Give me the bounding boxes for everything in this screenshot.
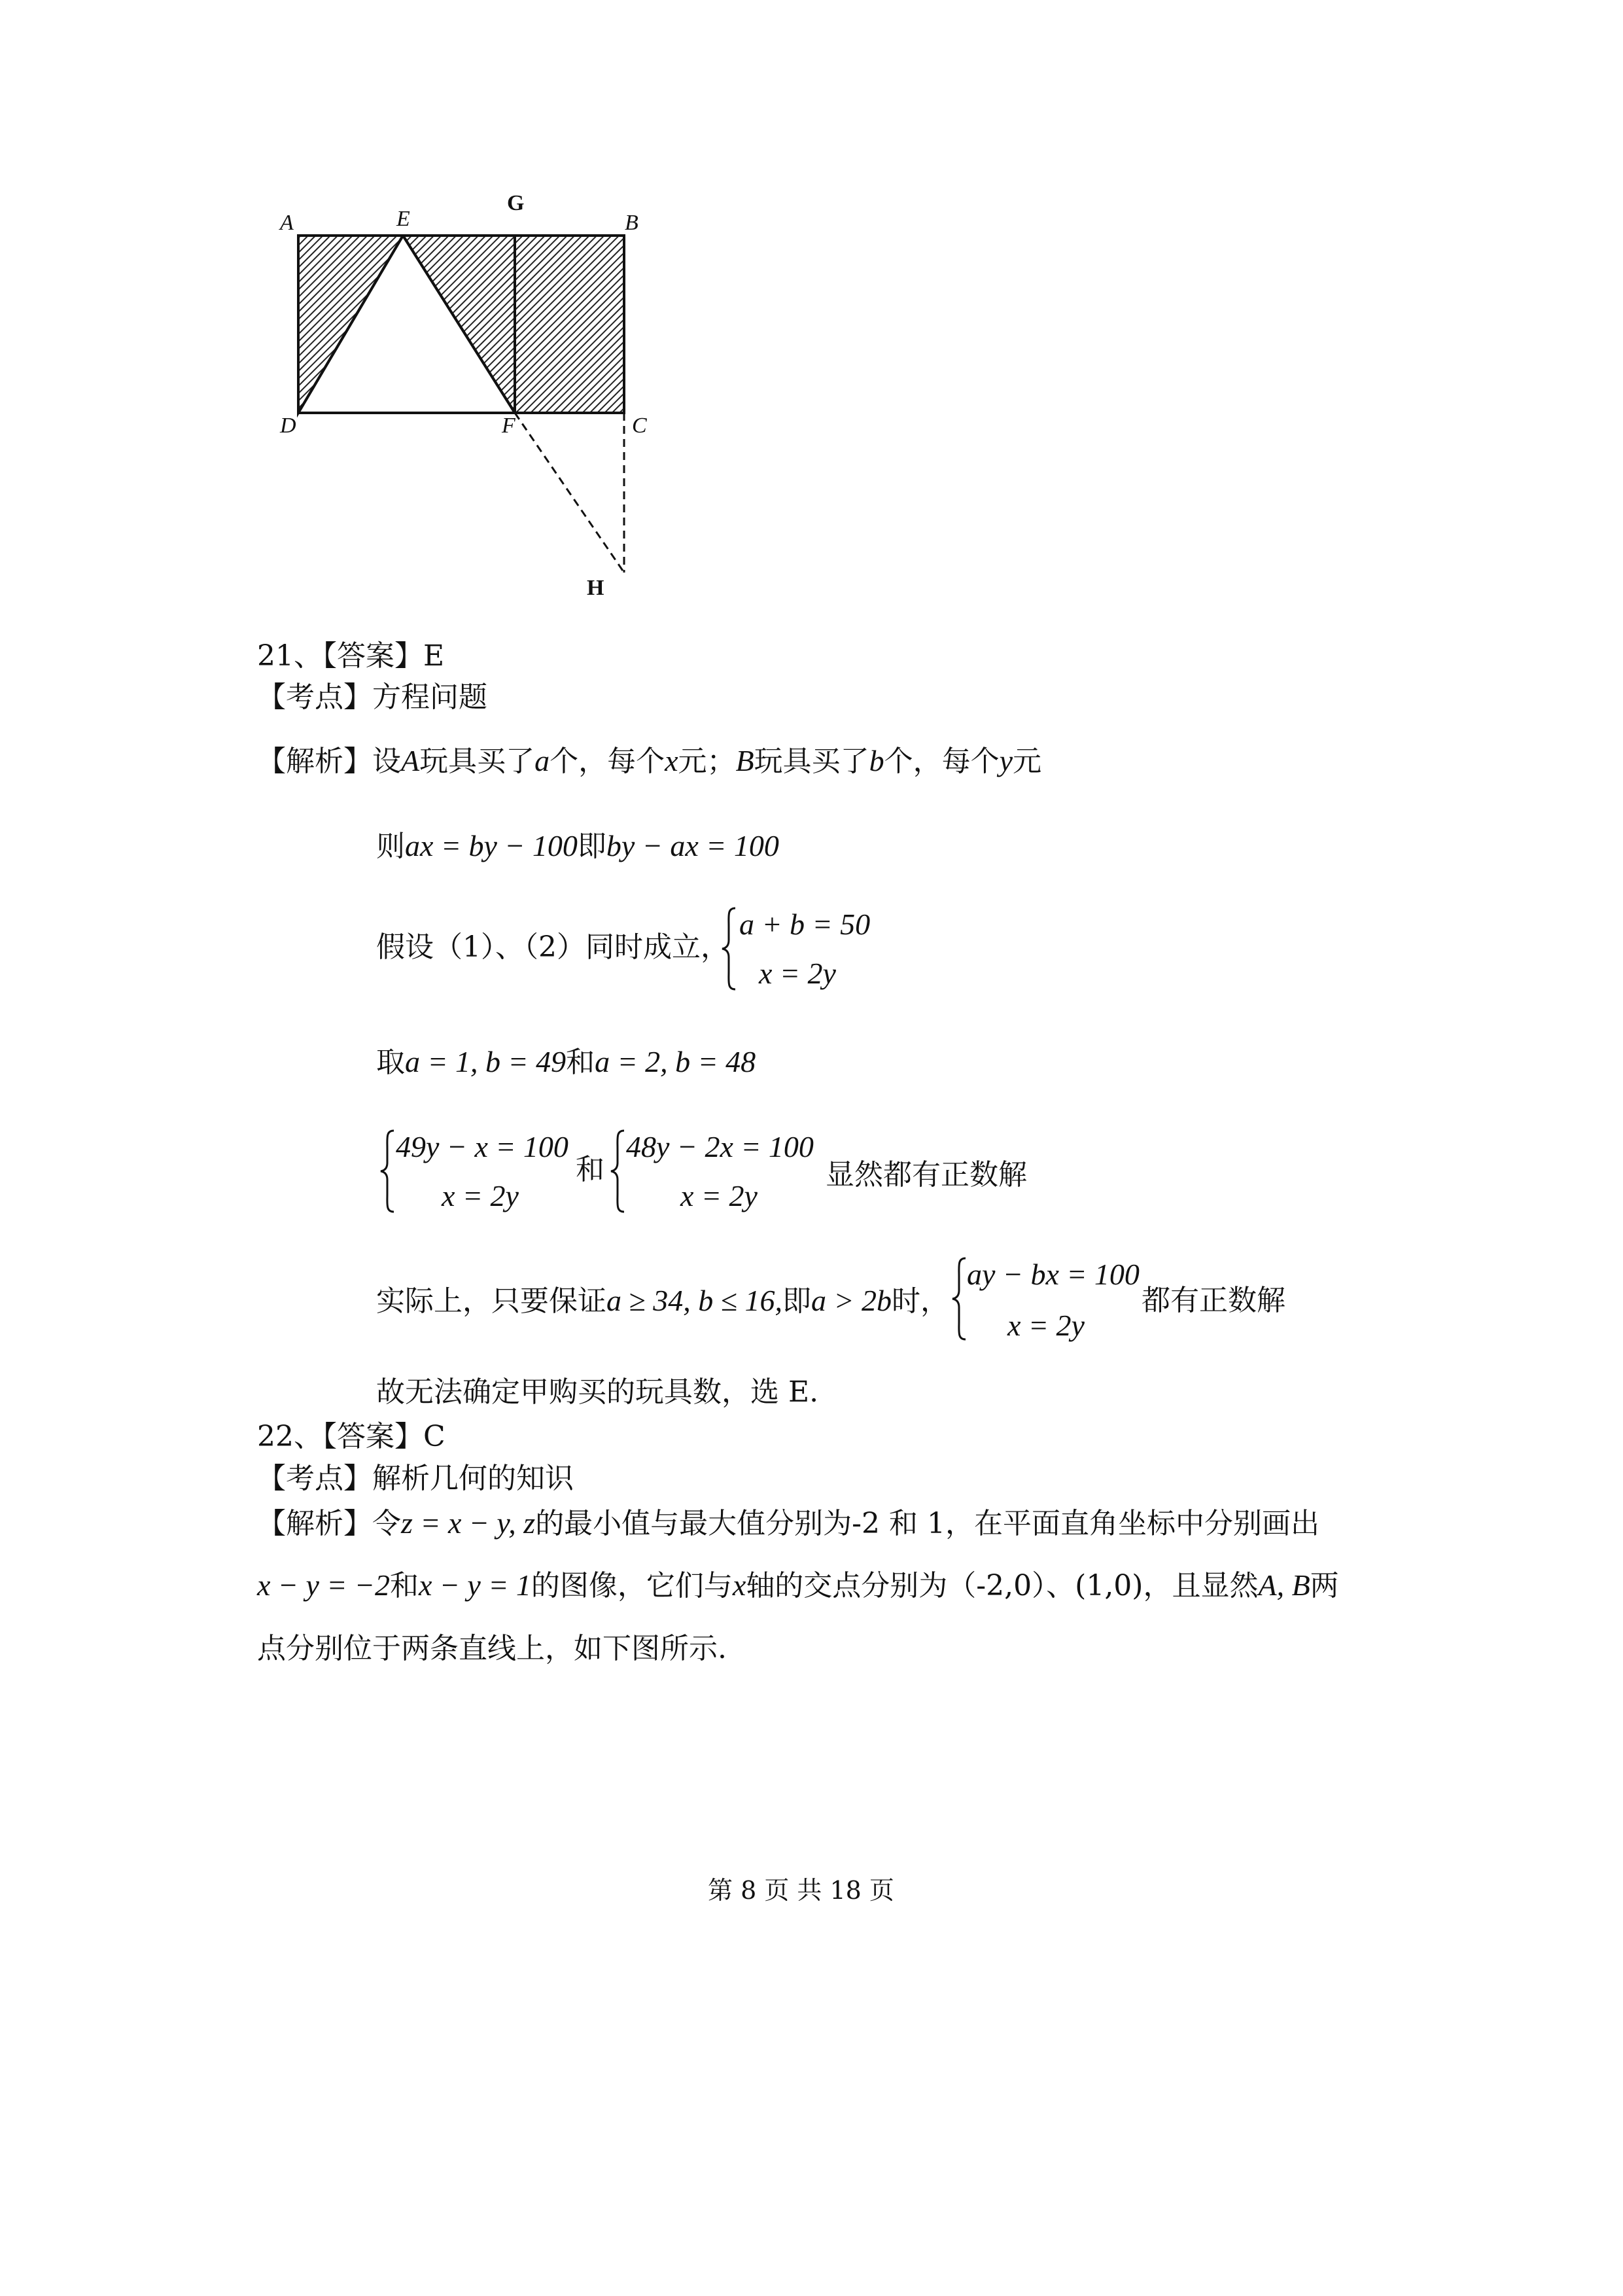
q21-jiexi-line1 [257, 743, 1041, 780]
sys-eq-2: x = 2y [1007, 1309, 1085, 1342]
q21-kaodian [257, 679, 487, 716]
equation: z = x − y, z [401, 1506, 536, 1540]
var-a: a [534, 744, 550, 777]
text: 个，每个 [550, 745, 665, 778]
geometry-diagram [249, 183, 667, 615]
q21-answer: 21、【答案】E [257, 639, 445, 673]
label-c: C [632, 414, 647, 438]
text: 时， [892, 1284, 950, 1318]
q22-answer: 22、【答案】C [257, 1420, 445, 1453]
equation: ax = by − 100 [405, 829, 578, 862]
text: 则 [376, 830, 405, 863]
text: 和 [389, 1569, 419, 1602]
q22-p2 [257, 1567, 1339, 1604]
equation: x − y = −2 [257, 1568, 390, 1602]
kaodian-text: 解析几何的知识 [372, 1462, 574, 1495]
condition: a ≥ 34, b ≤ 16, [606, 1284, 782, 1317]
var-b: b [869, 744, 884, 777]
points-ab: A, B [1258, 1568, 1310, 1602]
q21-line3-text: 假设（1）、（2）同时成立， [376, 930, 729, 964]
sys-eq-2: x = 2y [759, 957, 836, 990]
kaodian-text: 方程问题 [372, 680, 487, 714]
q22-p3: 点分别位于两条直线上，如下图所示. [257, 1632, 727, 1665]
brace-icon [378, 1129, 396, 1214]
and-text: 和 [576, 1153, 604, 1186]
text: 的图像，它们与 [531, 1569, 733, 1602]
text: 即 [782, 1284, 811, 1318]
dashed-fh [515, 413, 624, 573]
sys-eq-2: x = 2y [680, 1179, 758, 1212]
var-x: x [665, 744, 678, 777]
q21-line6 [376, 1282, 949, 1320]
condition: a > 2b [811, 1284, 892, 1317]
suffix-text: 显然都有正数解 [826, 1158, 1027, 1192]
suffix-text: 都有正数解 [1142, 1284, 1285, 1317]
text: 的最小值与最大值分别为-2 和 1，在平面直角坐标中分别画出 [535, 1507, 1320, 1540]
sys-eq-1: a + b = 50 [739, 908, 871, 941]
brace-icon [608, 1129, 627, 1214]
sys-eq-1: 48y − 2x = 100 [626, 1130, 814, 1163]
label-b: B [625, 211, 638, 235]
text: 两 [1310, 1569, 1339, 1602]
text: 即 [577, 830, 606, 863]
text: 元； [678, 745, 736, 778]
var-x: x [732, 1568, 746, 1602]
equation: by − ax = 100 [606, 829, 779, 862]
q21-line7: 故无法确定甲购买的玩具数，选 E. [376, 1375, 819, 1409]
sys-eq-2: x = 2y [442, 1179, 519, 1212]
kaodian-tag: 【考点】 [257, 680, 372, 714]
equation: a = 2, b = 48 [595, 1045, 756, 1078]
sys-eq-1: 49y − x = 100 [396, 1130, 568, 1163]
text: 轴的交点分别为（-2,0）、(1,0)，且显然 [746, 1569, 1259, 1602]
var-a-upper: A [401, 744, 420, 777]
brace-icon [720, 906, 738, 991]
var-b-upper: B [735, 744, 754, 777]
var-y: y [999, 744, 1013, 777]
q22-p1 [257, 1505, 1319, 1542]
label-h: H [587, 576, 604, 600]
q22-kaodian [257, 1460, 574, 1497]
text: 玩具买了 [419, 745, 535, 778]
label-a: A [280, 211, 294, 235]
q21-line2 [376, 828, 779, 865]
sys-eq-1: ay − bx = 100 [967, 1258, 1140, 1291]
label-d: D [280, 414, 296, 438]
brace-icon [950, 1256, 968, 1341]
text: 和 [566, 1046, 595, 1079]
text: 实际上，只要保证 [376, 1284, 606, 1318]
text: 设 [372, 745, 401, 778]
jiexi-tag: 【解析】 [257, 745, 372, 778]
label-e: E [396, 207, 410, 231]
label-g: G [507, 191, 525, 215]
text: 个，每个 [884, 745, 1000, 778]
equation: x − y = 1 [418, 1568, 531, 1602]
label-f: F [502, 414, 515, 438]
text: 令 [372, 1507, 401, 1540]
kaodian-tag: 【考点】 [257, 1462, 372, 1495]
page-footer: 第 8 页 共 18 页 [708, 1876, 894, 1905]
equation: a = 1, b = 49 [405, 1045, 567, 1078]
text: 玩具买了 [754, 745, 869, 778]
q21-line4 [376, 1044, 756, 1081]
jiexi-tag: 【解析】 [257, 1507, 372, 1540]
text: 取 [376, 1046, 405, 1079]
text: 元 [1013, 745, 1042, 778]
